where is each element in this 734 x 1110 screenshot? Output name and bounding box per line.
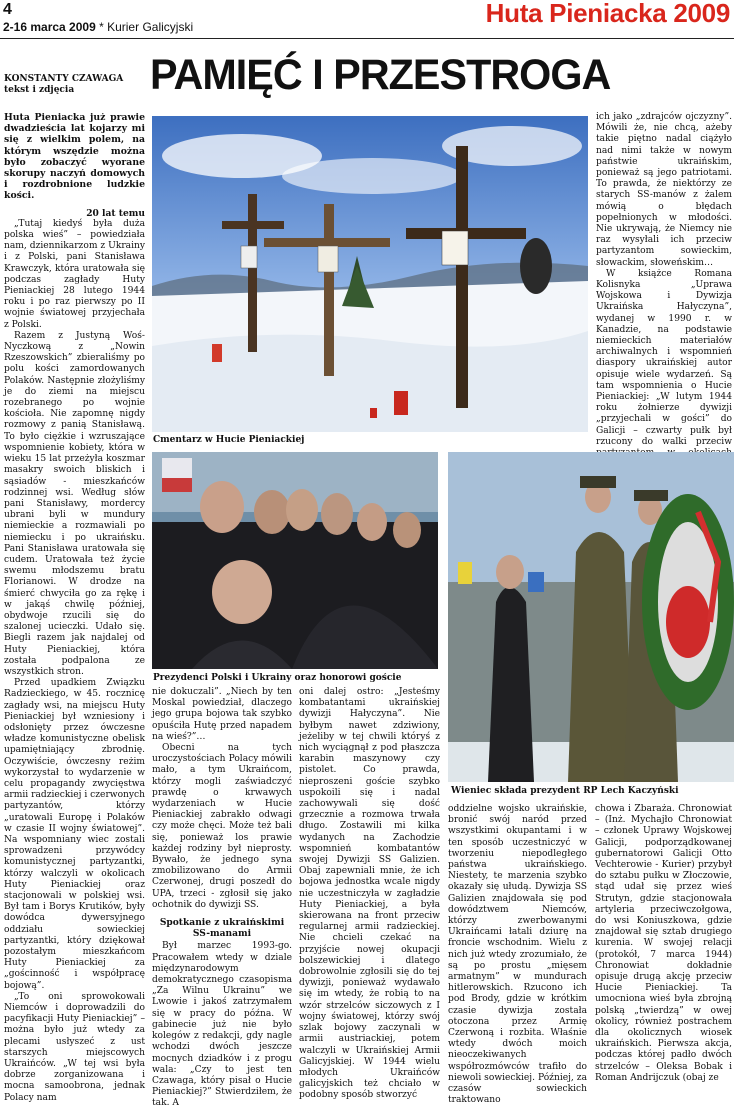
- cemetery-photo: [152, 116, 588, 432]
- text-column-right-top: [596, 112, 732, 452]
- paragraph: Obecni na tych uroczystościach Polacy mówili mało, a tym Ukraińcom, którzy mogli zaświadczyć prawdę o krwawych wydarzeniach w Hucie Pieniackiej zabrakło odwagi czy może chęci. Może też bali się, ponieważ los prawie każdej rodziny był nieprosty. Bywało, że jednego syna zmobilizowano do Armii Czerwonej, drugi poszedł do UPA, trzeci - zgłosił się jako ochotnik do dywizji SS.: [152, 743, 292, 910]
- text-column-3: [299, 687, 440, 1101]
- paragraph: Przed upadkiem Związku Radzieckiego, w 45. rocznicę zagłady wsi, na miejscu Huty Pieniackiej był wzniesiony i odsłonięty przez ówczesne władze komunistyczne obelisk upamiętniający zbrodnię. Oczywiście, ówczesny reżim wykorzystał to wydarzenie w celu propagandy zwycięstwa armii radzieckiej i czerwonych partyzantów, którzy „uratowali Europę i Polaków w czasie II wojny światowej”. Na wspomniany wiec zostali sprowadzeni przywódcy komunistycznej partyzantki, którzy walczyli w okolicach Huty Pieniackiej oraz stacjonowali w polskiej wsi. Był tam i Borys Krutików, były dowódca dywersyjnego oddziału sowieckiej partyzantki, który dziękował pozostałym mieszkańcom Huty Pieniackiej za „gościnność i współpracę bojową”.: [4, 678, 145, 991]
- text-column-5: [595, 804, 732, 1097]
- paragraph: chowa i Zbaraża. Chronowiat – (Inż. Mychajło Chronowiat – członek Uprawy Wojskowej Galicji, podporządkowanej gubernatorowi Galicji Otto Vechterowie - Kurier) przybył do sztabu pułku w Złoczowie, stąd udał się przez wieś Strutyn, gdzie stacjonowała artyleria przeciwczołgowa, do wsi Koniuszkowa, gdzie znajdował się sztab drugiego kurenia. W swojej relacji (protokół, 7 marca 1944) Chronowiat dokładnie opisuje drugą akcję przeciw Hucie Pieniackiej. Ta umocniona wieś była zbrojną polską „twierdzą” w owej okolicy, również postrachem dla okolicznych wiosek ukraińskich. Pierwsza akcja, podczas której padło dwóch strzelców – Oleksa Bobak i Roman Andrijczuk (obaj ze: [595, 804, 732, 1083]
- subheading-20-years: 20 lat temu: [86, 207, 145, 219]
- presidents-photo: [152, 452, 438, 669]
- paragraph: ich jako „zdrajców ojczyzny”. Mówili że, nie chcą, ażeby takie piętno nadal ciążyło nad nimi także w nowym państwie ukraińskim, ponieważ są jego patriotami. To prawda, że niektórzy ze starych SS-manów z żalem mówią o błędach popełnionych w młodości. Nie ukrywają, że Niemcy nie raz wysyłali ich przeciw partyzantom sowieckim, słowackim, słoweńskim…: [596, 112, 732, 268]
- caption-presidents: Prezydenci Polski i Ukrainy oraz honorowi goście: [153, 673, 402, 683]
- paragraph: „To oni sprowokowali Niemców i doprowadzili do pacyfikacji Huty Pieniackiej” – można było już wtedy za plecami usłyszeć z ust starszych miejscowych Ukraińców. „W tej wsi była dobrze zorganizowana i mocna samoobrona, jednak Polacy nam: [4, 991, 145, 1103]
- paragraph: oddzielne wojsko ukraińskie, bronić swój naród przed wszystkimi okupantami i w ten sposób uczestniczyć w tworzeniu niepodległego państwa ukraińskiego. Niestety, te marzenia szybko okazały się ułudą. Dywizja SS Galizien znajdowała się pod dowództwem Niemców, którzy zwerbowanymi Ukraińcami łatali dziurę na froncie wschodnim. Wielu z nich już wtedy zrozumiało, że są po prostu „mięsem armatnym” w mundurach hitlerowskich. Rzucono ich pod Brody, gdzie w krótkim czasie dywizja została otoczona przez Armię Czerwoną i rozbita. Właśnie wtedy dwóch moich nieoczekiwanych współrozmówców trafiło do niewoli sowieckiej. Później, za czasów sowieckich traktowano: [448, 804, 587, 1106]
- text-column-2: [152, 687, 292, 1109]
- author-name: KONSTANTY CZAWAGA: [4, 74, 124, 84]
- author-credit: tekst i zdjęcia: [4, 85, 75, 95]
- presidents-image: [152, 452, 438, 669]
- text-column-4: [448, 804, 587, 1106]
- byline: [4, 74, 144, 96]
- caption-cemetery: Cmentarz w Hucie Pieniackiej: [153, 435, 305, 445]
- paragraph: oni dalej ostro: „Jesteśmy kombatantami ukraińskiej dywizji Hałyczyna”. Nie byłbym nawet zdziwiony, jeżeliby w tej chwili któryś z nich wyciągnął z pod płaszcza karabin maszynowy czy pistolet. Co prawda, nieproszeni goście szybko uspokoili się i nadal zachowywali się dość grzecznie a rozmowa trwała długo. Zostawili mi kilka wydanych na Zachodzie wspomnień kombatantów swojej Dywizji SS Galizien. Obaj zapewniali mnie, że ich bojowa jednostka wcale nigdy nie uczestniczyła w zagładzie Huty Pieniackiej, a była skierowana na front przeciw regularnej armii radzieckiej. Nie chcieli czekać na przyjście nowej okupacji bolszewickiej i dlatego dobrowolnie zgłosili się do tej dywizji, ponieważ wydawało się im wtedy, że robią to na wzór strzelców siczowych z I wojny światowej, którzy swój szlak bojowy zaczynali w armii austriackiej, potem walczyli w Ukraińskiej Armii Galicyjskiej. W 1944 wielu młodych Ukraińców galicyjskich też chciało w podobny sposób stworzyć: [299, 687, 440, 1101]
- wreath-photo: [448, 452, 734, 782]
- page-number: 4: [3, 1, 12, 18]
- cemetery-image: [152, 116, 588, 432]
- paragraph: nie dokuczali”. „Niech by ten Moskal powiedział, dlaczego jego grupa bojowa tak szybko opuściła Hutę przed napadem na wieś?”…: [152, 687, 292, 742]
- issue-date: 2-16 marca 2009: [3, 20, 96, 34]
- paper-name: Kurier Galicyjski: [107, 20, 194, 34]
- text-column-1: [4, 112, 145, 1103]
- header-divider: [0, 38, 734, 39]
- article-title: PAMIĘĆ I PRZESTROGA: [150, 51, 611, 99]
- caption-wreath: Wieniec składa prezydent RP Lech Kaczyński: [451, 786, 679, 796]
- paragraph: Był marzec 1993-go. Pracowałem wtedy w dziale międzynarodowym demokratycznego czasopisma „Za Wilnu Ukrainu” we Lwowie i jakoś zatrzymałem się w pracy do późna. W gabinecie już nie było kolegów z redakcji, gdy nagle wchodzi dwóch jeszcze mocnych dziadków i z progu wala: „Czy to jest ten Czawaga, który pisał o Hucie Pieniackiej?” Stwierdziłem, że tak. A: [152, 941, 292, 1109]
- subheading-ss-meeting: Spotkanie z ukraińskimi SS-manami: [159, 917, 285, 940]
- wreath-image: [448, 452, 734, 782]
- paragraph: Razem z Justyną Woś-Nyczkową z „Nowin Rzeszowskich” zbieraliśmy po polu kości zamordowanych Polaków. Następnie złożyliśmy je do ziemi na miejscu rozebranego po wojnie kościoła. Nie zapomnę nigdy rozmowy z panią Stanisławą. To było ciężkie i wzruszające wspomnienie kobiety, która w wieku 15 lat przeżyła koszmar masakry swoich bliskich i sąsiadów - mieszkańców rodzinnej wsi. Według słów pani Stanisławy, mordercy ubrani byli w mundury niemieckie a rozmawiali po niemiecku i po ukraińsku. Pani Stanisława uratowała się cudem. Uratowała też życie swemu młodszemu bratu Florianowi. W drodze na śmierć chwyciła go za rękę i w jakąś chwilę później, obydwoje rzucili się do szalonej ucieczki. Udało się. Biegli razem jak najdalej od Huty Pieniackiej, która została podpalona ze wszystkich stron.: [4, 330, 145, 677]
- separator: *: [95, 20, 108, 34]
- lead-paragraph: Huta Pieniacka już prawie dwadzieścia lat kojarzy mi się z wielkim polem, na którym wszędzie można było zobaczyć wyorane skorupy naczyń domowych i rozdrobnione ludzkie kości.: [4, 112, 145, 202]
- paragraph: „Tutaj kiedyś była duża polska wieś” – powiedziała nam, dziennikarzom z Ukrainy i z Polski, pani Stanisława Krawczyk, która uratowała się podczas zagłady Huty Pieniackiej 28 lutego 1944 roku i po raz pierwszy po II wojnie światowej przyjechała z Polski.: [4, 218, 145, 330]
- issue-date-line: [3, 20, 193, 34]
- paragraph: W książce Romana Kolisnyka „Uprawa Wojskowa i Dywizja Ukraińska Hałyczyna”, wydanej w 1990 r. w Kanadzie, na podstawie niemieckich materiałów archiwalnych i wspomnień diaspory ukraińskiej autor opisuje wiele wydarzeń. Są tam wspomnienia o Hucie Pieniackiej: „W lutym 1944 roku żołnierze dywizji „przyjechali w gości” do Galicji – czwarty pułk był rzucony do walki przeciw: [596, 268, 732, 447]
- section-title: Huta Pieniacka 2009: [485, 0, 730, 28]
